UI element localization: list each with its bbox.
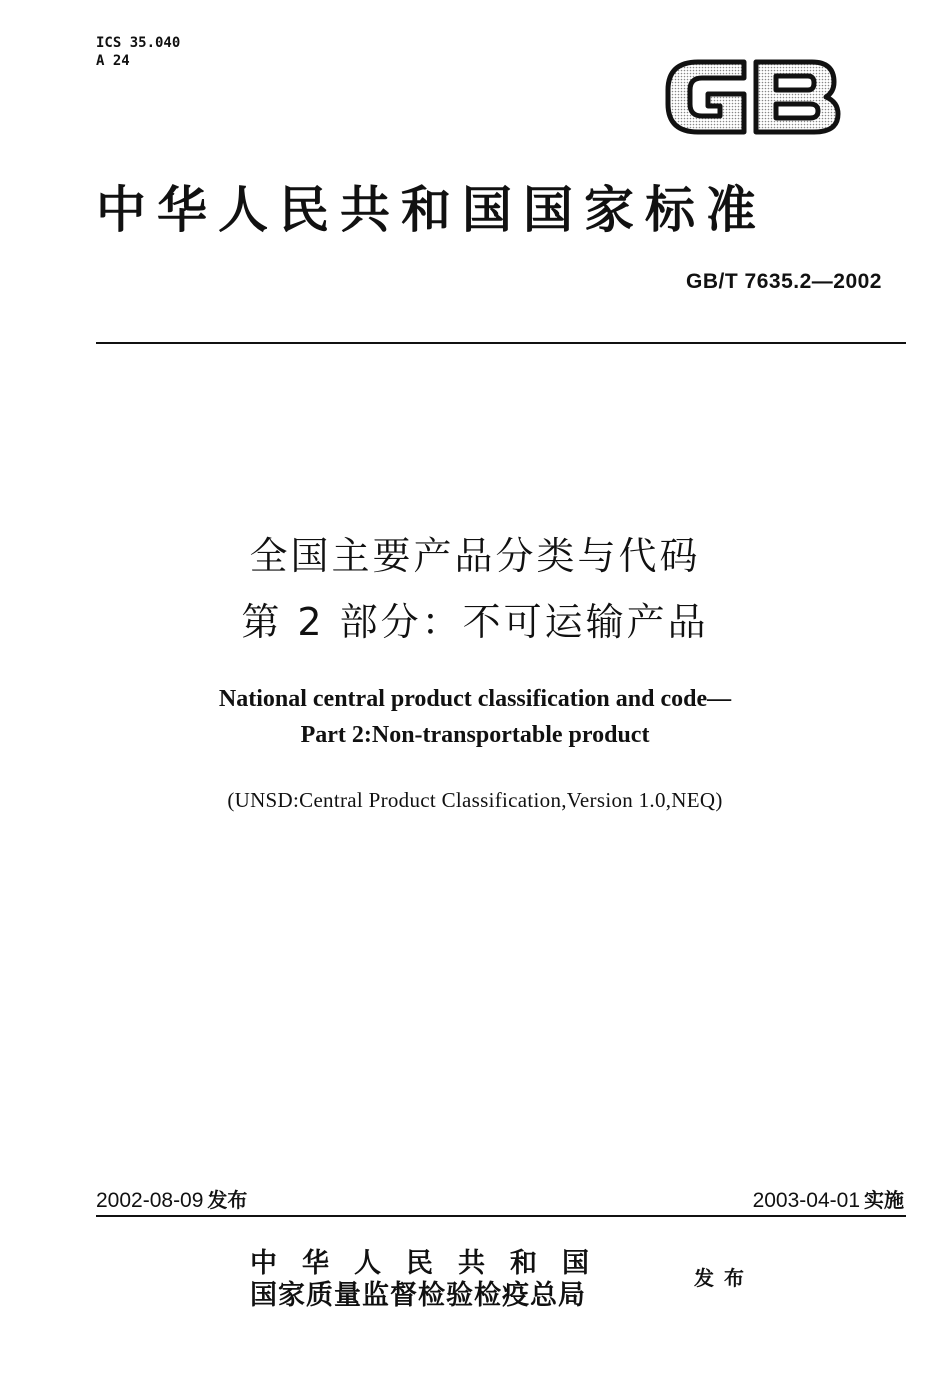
issuer-label: 发布	[694, 1266, 754, 1290]
ics-code: ICS 35.040	[96, 35, 181, 51]
header-divider	[96, 342, 906, 344]
adoption-note: (UNSD:Central Product Classification,Version 1.0,NEQ)	[227, 788, 723, 812]
classification-codes	[96, 34, 180, 70]
implement-date-label: 实施	[864, 1188, 904, 1212]
issuer-line2: 国家质量监督检验检疫总局	[250, 1280, 586, 1311]
gb-logo	[662, 48, 844, 146]
implement-date: 2003-04-01	[752, 1189, 860, 1212]
ccs-code: A 24	[96, 53, 130, 69]
issuer-line1: 中华人民共和国	[250, 1248, 614, 1279]
implement-date-block	[753, 1184, 904, 1213]
issue-date-block	[96, 1184, 247, 1213]
logo-letter-b	[756, 62, 838, 132]
issuer-block	[250, 1248, 614, 1312]
standard-number: GB/T 7635.2—2002	[686, 270, 882, 293]
en-title-line2: Part 2:Non-transportable product	[300, 722, 650, 748]
issue-date-label: 发布	[207, 1188, 248, 1212]
issue-date: 2002-08-09	[96, 1189, 204, 1212]
en-title-line1: National central product classification and code—	[218, 686, 732, 712]
cn-title-line2: 第 2 部分：不可运输产品	[241, 600, 709, 644]
logo-letter-g	[668, 62, 744, 132]
footer-divider	[96, 1215, 906, 1217]
cn-title-line1: 全国主要产品分类与代码	[249, 534, 701, 578]
national-standard-title: 中华人民共和国国家标准	[96, 180, 767, 239]
